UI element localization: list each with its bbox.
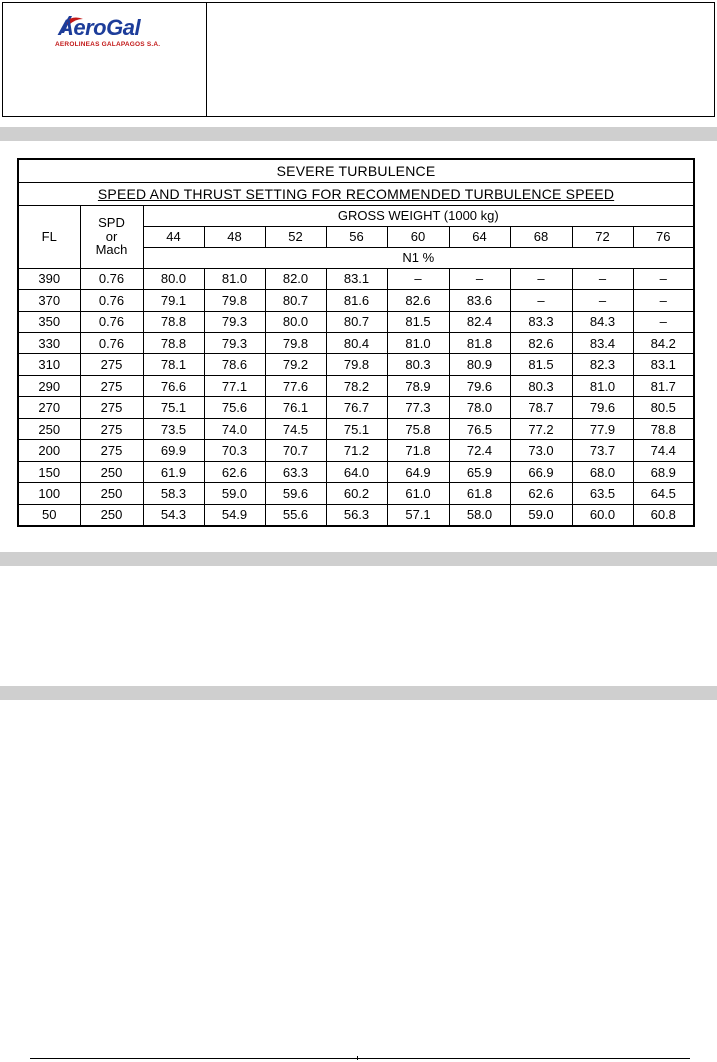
n1-value-cell: 84.2 xyxy=(633,333,694,354)
n1-value-cell: 71.8 xyxy=(387,440,449,461)
section-divider-bar xyxy=(0,552,717,566)
n1-value-cell: 82.6 xyxy=(510,333,572,354)
fl-cell: 200 xyxy=(18,440,80,461)
n1-value-cell: 78.9 xyxy=(387,375,449,396)
speed-cell: 275 xyxy=(80,418,143,439)
fl-cell: 330 xyxy=(18,333,80,354)
n1-value-cell: 80.7 xyxy=(326,311,387,332)
spd-header-line3: Mach xyxy=(95,242,128,258)
n1-value-cell: 78.8 xyxy=(143,311,204,332)
n1-value-cell: 84.3 xyxy=(572,311,633,332)
table-subtitle: SPEED AND THRUST SETTING FOR RECOMMENDED TURBULENCE SPEED xyxy=(18,182,694,205)
weight-header-cell: 44 xyxy=(143,226,204,247)
n1-value-cell: – xyxy=(633,311,694,332)
n1-value-cell: 60.0 xyxy=(572,504,633,526)
table-title: SEVERE TURBULENCE xyxy=(18,159,694,182)
n1-value-cell: 83.6 xyxy=(449,290,510,311)
speed-cell: 0.76 xyxy=(80,311,143,332)
n1-value-cell: 62.6 xyxy=(204,461,265,482)
n1-value-cell: 79.2 xyxy=(265,354,326,375)
spd-header xyxy=(80,205,143,268)
n1-value-cell: 76.5 xyxy=(449,418,510,439)
n1-value-cell: 71.2 xyxy=(326,440,387,461)
n1-value-cell: 79.6 xyxy=(572,397,633,418)
n1-value-cell: 74.0 xyxy=(204,418,265,439)
table-row xyxy=(18,418,694,439)
n1-value-cell: 59.0 xyxy=(204,483,265,504)
n1-value-cell: 83.1 xyxy=(326,268,387,289)
n1-value-cell: 81.8 xyxy=(449,333,510,354)
n1-value-cell: 57.1 xyxy=(387,504,449,526)
n1-value-cell: 74.4 xyxy=(633,440,694,461)
n1-value-cell: 80.5 xyxy=(633,397,694,418)
n1-value-cell: 79.3 xyxy=(204,311,265,332)
n1-value-cell: 81.0 xyxy=(204,268,265,289)
logo-wordmark: AeroGal xyxy=(58,15,141,40)
document-header xyxy=(2,2,715,117)
speed-cell: 275 xyxy=(80,375,143,396)
speed-cell: 275 xyxy=(80,354,143,375)
speed-cell: 0.76 xyxy=(80,290,143,311)
n1-value-cell: 76.6 xyxy=(143,375,204,396)
n1-value-cell: 77.3 xyxy=(387,397,449,418)
table-body xyxy=(18,268,694,526)
header-title-cell xyxy=(207,3,714,116)
n1-value-cell: 81.6 xyxy=(326,290,387,311)
weight-header-cell: 68 xyxy=(510,226,572,247)
n1-value-cell: 78.2 xyxy=(326,375,387,396)
footer-rule xyxy=(30,1058,690,1059)
n1-value-cell: 80.3 xyxy=(387,354,449,375)
n1-value-cell: 68.9 xyxy=(633,461,694,482)
table-row xyxy=(18,290,694,311)
n1-value-cell: – xyxy=(510,268,572,289)
n1-value-cell: 82.0 xyxy=(265,268,326,289)
n1-value-cell: 75.6 xyxy=(204,397,265,418)
n1-value-cell: 77.6 xyxy=(265,375,326,396)
n1-value-cell: 73.5 xyxy=(143,418,204,439)
n1-value-cell: 56.3 xyxy=(326,504,387,526)
n1-value-cell: – xyxy=(633,290,694,311)
speed-cell: 275 xyxy=(80,397,143,418)
n1-value-cell: 82.6 xyxy=(387,290,449,311)
n1-value-cell: 63.5 xyxy=(572,483,633,504)
table-row xyxy=(18,375,694,396)
section-divider-bar xyxy=(0,127,717,141)
n1-value-cell: – xyxy=(510,290,572,311)
n1-value-cell: 54.3 xyxy=(143,504,204,526)
n1-value-cell: 79.6 xyxy=(449,375,510,396)
n1-value-cell: 78.6 xyxy=(204,354,265,375)
n1-value-cell: 62.6 xyxy=(510,483,572,504)
n1-value-cell: 77.9 xyxy=(572,418,633,439)
n1-value-cell: 60.8 xyxy=(633,504,694,526)
n1-value-cell: 60.2 xyxy=(326,483,387,504)
n1-label: N1 % xyxy=(143,247,694,268)
n1-value-cell: 59.6 xyxy=(265,483,326,504)
fl-header: FL xyxy=(18,205,80,268)
fl-cell: 310 xyxy=(18,354,80,375)
company-logo xyxy=(55,15,165,55)
n1-value-cell: 79.3 xyxy=(204,333,265,354)
gross-weight-header: GROSS WEIGHT (1000 kg) xyxy=(143,205,694,226)
n1-value-cell: 83.1 xyxy=(633,354,694,375)
n1-value-cell: 82.4 xyxy=(449,311,510,332)
table-row xyxy=(18,333,694,354)
weight-header-cell: 72 xyxy=(572,226,633,247)
table-row xyxy=(18,483,694,504)
speed-cell: 250 xyxy=(80,461,143,482)
n1-value-cell: 78.1 xyxy=(143,354,204,375)
n1-value-cell: 64.5 xyxy=(633,483,694,504)
table-row xyxy=(18,268,694,289)
fl-cell: 390 xyxy=(18,268,80,289)
n1-value-cell: 74.5 xyxy=(265,418,326,439)
weight-header-cell: 52 xyxy=(265,226,326,247)
table-row xyxy=(18,504,694,526)
speed-cell: 275 xyxy=(80,440,143,461)
header-logo-cell xyxy=(3,3,207,116)
n1-value-cell: – xyxy=(572,268,633,289)
section-divider-bar xyxy=(0,686,717,700)
n1-value-cell: – xyxy=(387,268,449,289)
turbulence-table xyxy=(17,158,695,527)
n1-value-cell: 81.7 xyxy=(633,375,694,396)
n1-value-cell: 81.5 xyxy=(510,354,572,375)
table-row xyxy=(18,311,694,332)
n1-value-cell: 78.7 xyxy=(510,397,572,418)
fl-cell: 270 xyxy=(18,397,80,418)
n1-value-cell: 78.8 xyxy=(143,333,204,354)
logo-subtext: AEROLINEAS GALAPAGOS S.A. xyxy=(55,41,161,48)
n1-value-cell: 66.9 xyxy=(510,461,572,482)
table-row xyxy=(18,461,694,482)
n1-value-cell: 79.8 xyxy=(326,354,387,375)
n1-value-cell: 81.0 xyxy=(387,333,449,354)
fl-cell: 250 xyxy=(18,418,80,439)
n1-value-cell: 61.9 xyxy=(143,461,204,482)
speed-cell: 250 xyxy=(80,483,143,504)
weight-header-cell: 64 xyxy=(449,226,510,247)
n1-value-cell: 83.4 xyxy=(572,333,633,354)
table-row xyxy=(18,397,694,418)
n1-value-cell: 81.5 xyxy=(387,311,449,332)
n1-value-cell: 79.8 xyxy=(265,333,326,354)
n1-value-cell: 70.3 xyxy=(204,440,265,461)
n1-value-cell: 69.9 xyxy=(143,440,204,461)
n1-value-cell: 78.0 xyxy=(449,397,510,418)
n1-value-cell: 63.3 xyxy=(265,461,326,482)
fl-cell: 50 xyxy=(18,504,80,526)
footer-rule-tick xyxy=(357,1056,358,1060)
n1-value-cell: 70.7 xyxy=(265,440,326,461)
weight-header-cell: 48 xyxy=(204,226,265,247)
n1-value-cell: 72.4 xyxy=(449,440,510,461)
fl-cell: 290 xyxy=(18,375,80,396)
n1-value-cell: 78.8 xyxy=(633,418,694,439)
n1-value-cell: 75.1 xyxy=(326,418,387,439)
n1-value-cell: 80.4 xyxy=(326,333,387,354)
n1-value-cell: 80.0 xyxy=(143,268,204,289)
n1-value-cell: 73.7 xyxy=(572,440,633,461)
speed-cell: 250 xyxy=(80,504,143,526)
n1-value-cell: 61.8 xyxy=(449,483,510,504)
weight-header-cell: 56 xyxy=(326,226,387,247)
n1-value-cell: 59.0 xyxy=(510,504,572,526)
table-row xyxy=(18,354,694,375)
n1-value-cell: 77.2 xyxy=(510,418,572,439)
speed-cell: 0.76 xyxy=(80,268,143,289)
n1-value-cell: 82.3 xyxy=(572,354,633,375)
n1-value-cell: 79.1 xyxy=(143,290,204,311)
n1-value-cell: 61.0 xyxy=(387,483,449,504)
n1-value-cell: 58.3 xyxy=(143,483,204,504)
n1-value-cell: 80.9 xyxy=(449,354,510,375)
fl-cell: 150 xyxy=(18,461,80,482)
n1-value-cell: 76.1 xyxy=(265,397,326,418)
speed-cell: 0.76 xyxy=(80,333,143,354)
n1-value-cell: 73.0 xyxy=(510,440,572,461)
n1-value-cell: 75.8 xyxy=(387,418,449,439)
n1-value-cell: 64.9 xyxy=(387,461,449,482)
n1-value-cell: 58.0 xyxy=(449,504,510,526)
spd-header-line2: or xyxy=(105,228,118,244)
n1-value-cell: 68.0 xyxy=(572,461,633,482)
weight-header-cell: 60 xyxy=(387,226,449,247)
weight-header-cell: 76 xyxy=(633,226,694,247)
n1-value-cell: 54.9 xyxy=(204,504,265,526)
n1-value-cell: 83.3 xyxy=(510,311,572,332)
fl-cell: 370 xyxy=(18,290,80,311)
n1-value-cell: 80.7 xyxy=(265,290,326,311)
spd-header-line1: SPD xyxy=(98,215,125,231)
n1-value-cell: – xyxy=(449,268,510,289)
fl-cell: 100 xyxy=(18,483,80,504)
n1-value-cell: 55.6 xyxy=(265,504,326,526)
n1-value-cell: 80.3 xyxy=(510,375,572,396)
turbulence-table-container xyxy=(17,158,695,527)
n1-value-cell: 80.0 xyxy=(265,311,326,332)
n1-value-cell: 64.0 xyxy=(326,461,387,482)
n1-value-cell: 65.9 xyxy=(449,461,510,482)
fl-cell: 350 xyxy=(18,311,80,332)
n1-value-cell: 81.0 xyxy=(572,375,633,396)
n1-value-cell: 76.7 xyxy=(326,397,387,418)
n1-value-cell: 77.1 xyxy=(204,375,265,396)
n1-value-cell: 79.8 xyxy=(204,290,265,311)
n1-value-cell: 75.1 xyxy=(143,397,204,418)
n1-value-cell: – xyxy=(633,268,694,289)
n1-value-cell: – xyxy=(572,290,633,311)
table-row xyxy=(18,440,694,461)
